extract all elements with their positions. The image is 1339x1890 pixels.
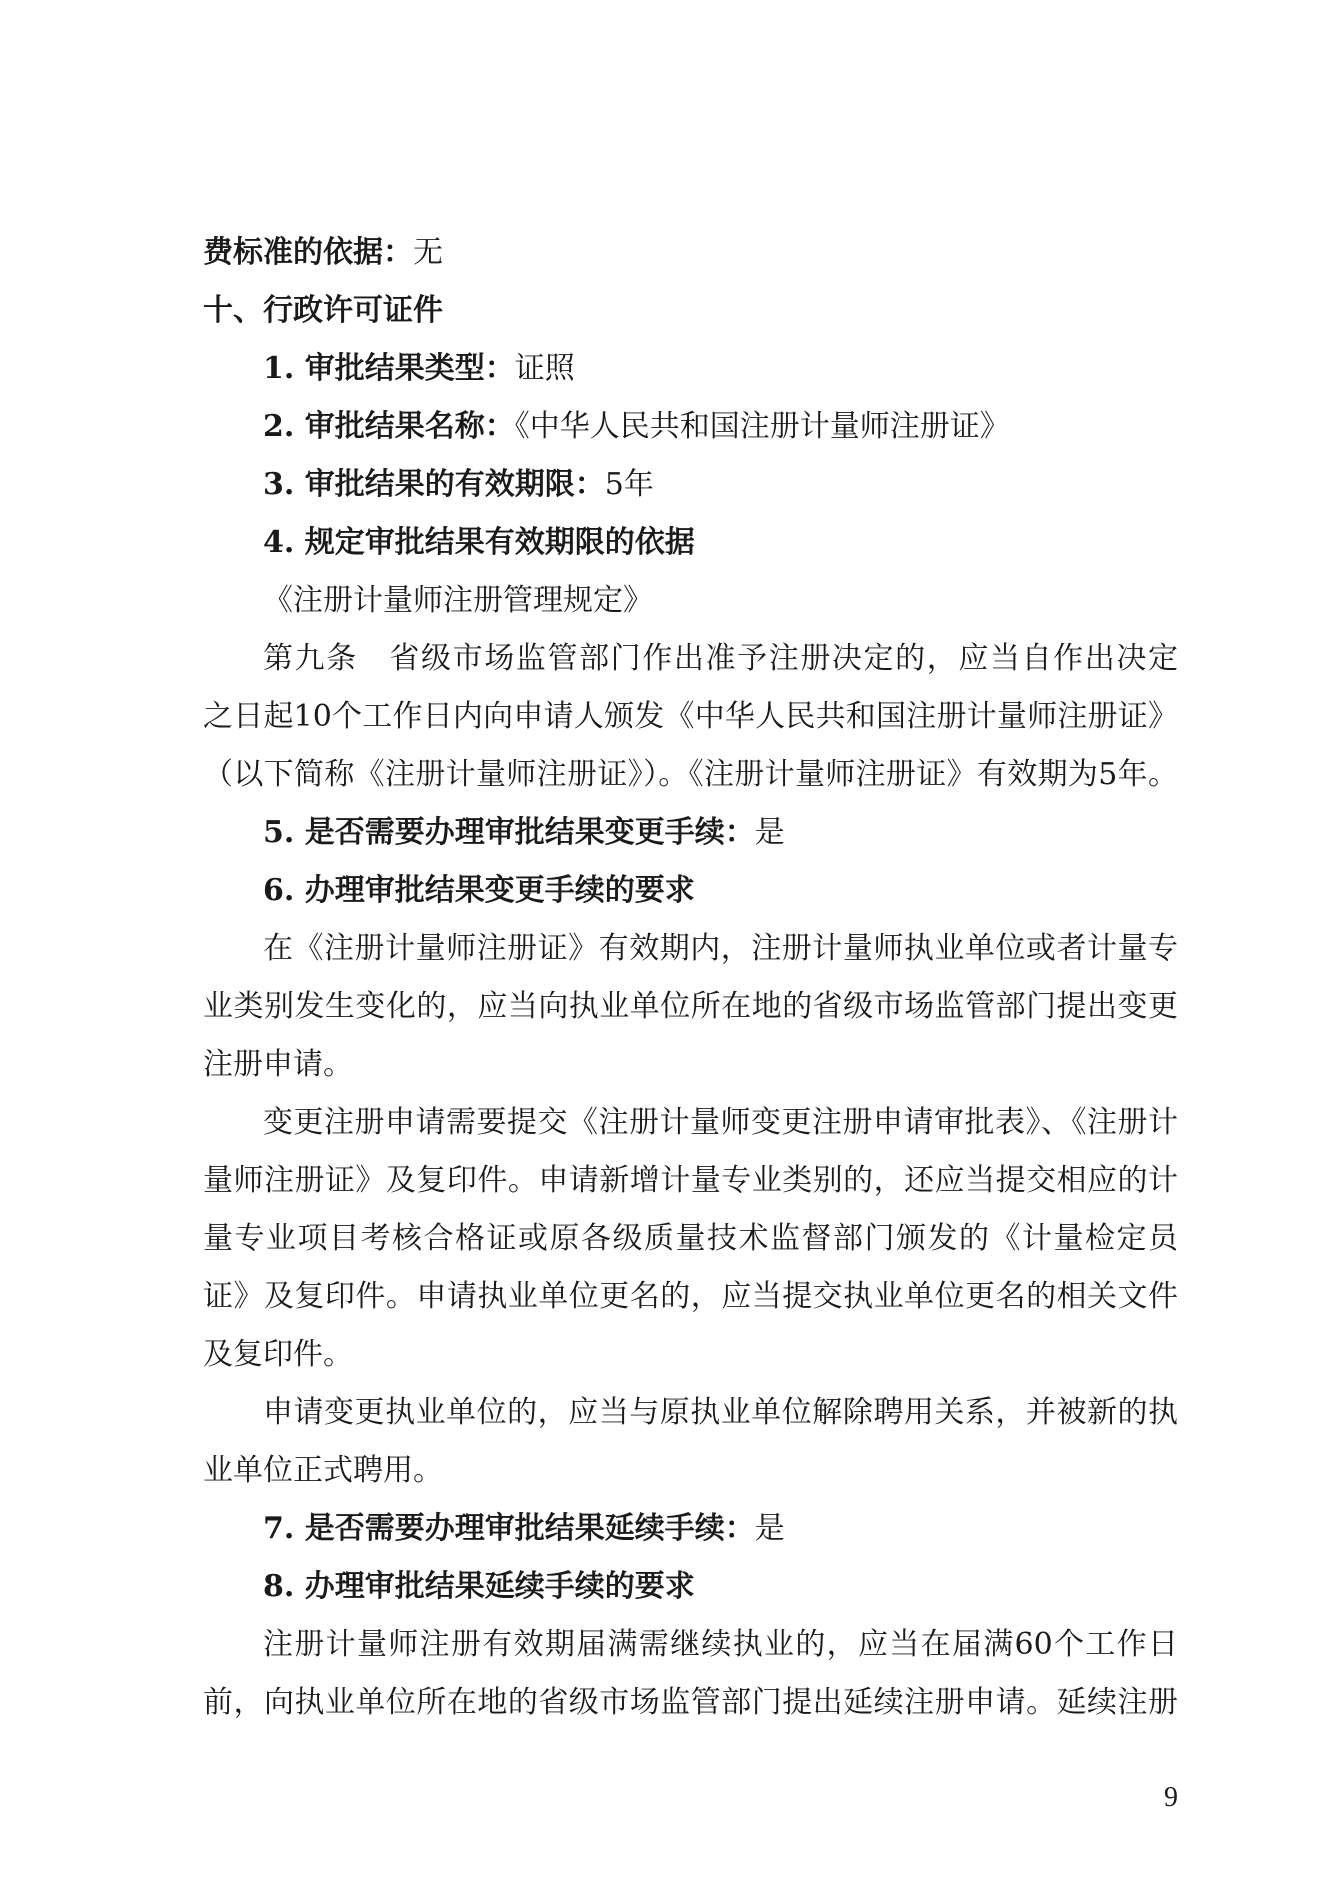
renewal-para-line-2 [203, 1683, 1178, 1723]
item-7-label: 7. 是否需要办理审批结果延续手续： [263, 1511, 755, 1546]
article-9-line-2-text: 之日起10个工作日内向申请人颁发《中华人民共和国注册计量师注册证》 [203, 699, 1178, 734]
article-9-line-1-text: 第九条 省级市场监管部门作出准予注册决定的，应当自作出决定 [263, 641, 1178, 676]
item-2-value: 《中华人民共和国注册计量师注册证》 [514, 409, 1010, 444]
item-7-value: 是 [754, 1511, 785, 1546]
item-4-label: 4. 规定审批结果有效期限的依据 [263, 525, 695, 560]
change-para-3-line-2-text: 业单位正式聘用。 [203, 1453, 443, 1488]
page-number: 9 [1164, 1782, 1178, 1813]
article-9-line-3-text: （以下简称《注册计量师注册证》）。《注册计量师注册证》有效期为5年。 [203, 757, 1178, 792]
change-para-1-line-3 [203, 1045, 1178, 1085]
section-heading-text: 十、行政许可证件 [203, 293, 443, 328]
item-7 [263, 1509, 1178, 1549]
article-9-line-2 [203, 697, 1178, 737]
item-1-value: 证照 [514, 351, 575, 386]
line-1 [203, 233, 1178, 273]
change-para-2-line-5-text: 及复印件。 [203, 1337, 353, 1372]
renewal-para-line-1-text: 注册计量师注册有效期届满需继续执业的，应当在届满60个工作日 [263, 1627, 1178, 1662]
article-9-line-1 [263, 639, 1178, 679]
item-5 [263, 813, 1178, 853]
change-para-2-line-5 [203, 1335, 1178, 1375]
change-para-3-line-1 [263, 1393, 1178, 1433]
change-para-2-line-3 [203, 1219, 1178, 1259]
change-para-1-line-3-text: 注册申请。 [203, 1047, 353, 1082]
change-para-2-line-2 [203, 1161, 1178, 1201]
item-1 [263, 349, 1178, 389]
item-6-label: 6. 办理审批结果变更手续的要求 [263, 873, 695, 908]
regulation-title [263, 581, 1178, 621]
change-para-2-line-3-text: 量专业项目考核合格证或原各级质量技术监督部门颁发的《计量检定员 [203, 1221, 1178, 1256]
item-5-label: 5. 是否需要办理审批结果变更手续： [263, 815, 755, 850]
section-heading [203, 291, 1178, 331]
change-para-2-line-1 [263, 1103, 1178, 1143]
change-para-2-line-4-text: 证》及复印件。申请执业单位更名的，应当提交执业单位更名的相关文件 [203, 1279, 1178, 1314]
item-3 [263, 465, 1178, 505]
item-4 [263, 523, 1178, 563]
change-para-1-line-2-text: 业类别发生变化的，应当向执业单位所在地的省级市场监管部门提出变更 [203, 989, 1178, 1024]
change-para-1-line-2 [203, 987, 1178, 1027]
article-9-line-3 [203, 755, 1178, 795]
item-1-label: 1. 审批结果类型： [263, 351, 515, 386]
regulation-title-text: 《注册计量师注册管理规定》 [263, 583, 653, 618]
renewal-para-line-2-text: 前，向执业单位所在地的省级市场监管部门提出延续注册申请。延续注册 [203, 1685, 1178, 1720]
item-8-label: 8. 办理审批结果延续手续的要求 [263, 1569, 695, 1604]
change-para-2-line-4 [203, 1277, 1178, 1317]
item-2-label: 2. 审批结果名称： [263, 409, 515, 444]
change-para-3-line-1-text: 申请变更执业单位的，应当与原执业单位解除聘用关系，并被新的执 [263, 1395, 1178, 1430]
change-para-2-line-2-text: 量师注册证》及复印件。申请新增计量专业类别的，还应当提交相应的计 [203, 1163, 1178, 1198]
change-para-2-line-1-text: 变更注册申请需要提交《注册计量师变更注册申请审批表》、《注册计 [263, 1105, 1178, 1140]
item-6 [263, 871, 1178, 911]
item-3-label: 3. 审批结果的有效期限： [263, 467, 605, 502]
item-3-value: 5年 [604, 467, 654, 502]
item-8 [263, 1567, 1178, 1607]
item-2 [263, 407, 1178, 447]
change-para-1-line-1 [263, 929, 1178, 969]
line-1-label: 费标准的依据： [203, 235, 413, 270]
line-1-value: 无 [413, 235, 443, 270]
change-para-3-line-2 [203, 1451, 1178, 1491]
renewal-para-line-1 [263, 1625, 1178, 1665]
item-5-value: 是 [754, 815, 785, 850]
change-para-1-line-1-text: 在《注册计量师注册证》有效期内，注册计量师执业单位或者计量专 [263, 931, 1178, 966]
